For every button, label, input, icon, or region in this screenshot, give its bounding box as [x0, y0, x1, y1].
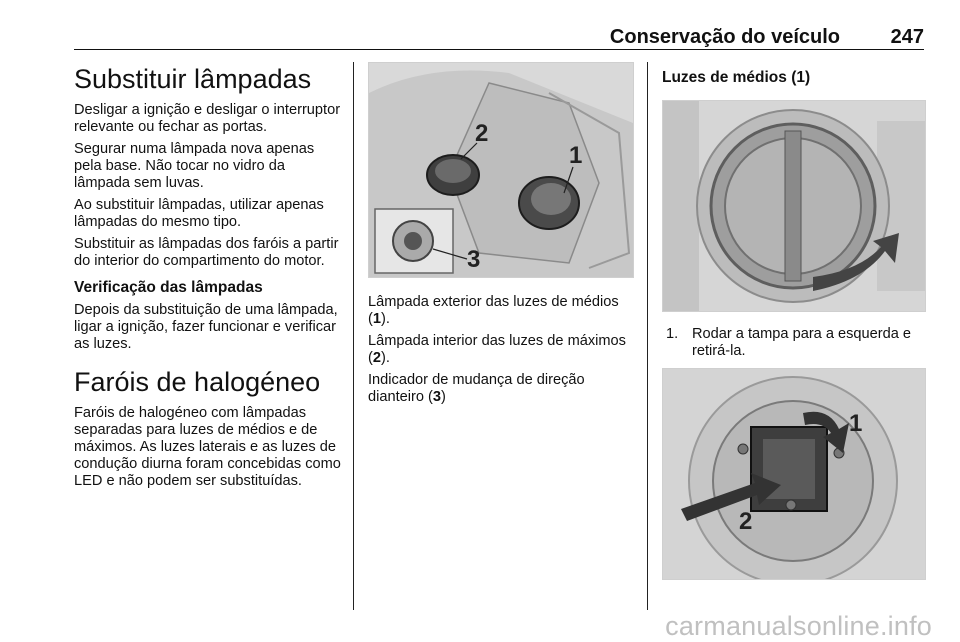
legend-item: Indicador de mudança de direção dianteiro (3): [368, 372, 585, 405]
figure-legend: [368, 294, 634, 406]
paragraph: Depois da substituição de uma lâmpada, ligar a ignição, fazer funcionar e verificar as luzes.: [74, 302, 338, 352]
column-2: [368, 62, 634, 411]
figure-label: 3: [467, 246, 481, 273]
column-3: [662, 62, 928, 580]
column-divider: [353, 62, 354, 610]
list-item: [662, 326, 928, 360]
step-text: Rodar a tampa para a esquerda e retirá-la.: [692, 326, 912, 359]
header-rule: [74, 49, 924, 50]
subheading-low-beam: Luzes de médios (1): [662, 69, 811, 86]
page-header: [74, 24, 924, 52]
section-heading-halogen: Faróis de halogéneo: [74, 367, 321, 397]
legend-item: Lâmpada exterior das luzes de médios (1).: [368, 294, 619, 327]
figure-label: 1: [569, 142, 583, 169]
paragraph: Segurar numa lâmpada nova apenas pela base. Não tocar no vidro da lâmpada sem luvas.: [74, 141, 315, 191]
figure-label: 1: [849, 410, 863, 437]
figure-label: 2: [739, 508, 753, 535]
watermark: carmanualsonline.info: [665, 611, 932, 641]
step-number: 1.: [666, 326, 679, 342]
legend-item: Lâmpada interior das luzes de máximos (2).: [368, 333, 626, 366]
bulb-connector-figure: [662, 368, 926, 580]
low-beam-cap-figure: [662, 100, 926, 312]
column-1: [74, 62, 342, 495]
paragraph: Desligar a ignição e desligar o interruptor relevante ou fechar as portas.: [74, 102, 341, 135]
column-divider: [647, 62, 648, 610]
headlamp-rear-figure: [368, 62, 634, 278]
paragraph: Faróis de halogéneo com lâmpadas separadas para luzes de médios e de máximos. As luzes laterais e as luzes de condução diurna foram concebidas como LED e não podem ser substituídas.: [74, 405, 341, 489]
section-heading-replace-bulbs: Substituir lâmpadas: [74, 64, 312, 94]
subheading-bulb-check: Verificação das lâmpadas: [74, 279, 263, 296]
paragraph: Ao substituir lâmpadas, utilizar apenas lâmpadas do mesmo tipo.: [74, 197, 324, 230]
header-title: Conservação do veículo: [609, 26, 840, 48]
paragraph: Substituir as lâmpadas dos faróis a partir do interior do compartimento do motor.: [74, 236, 339, 269]
page-number: 247: [890, 26, 924, 48]
figure-label: 2: [475, 120, 489, 147]
